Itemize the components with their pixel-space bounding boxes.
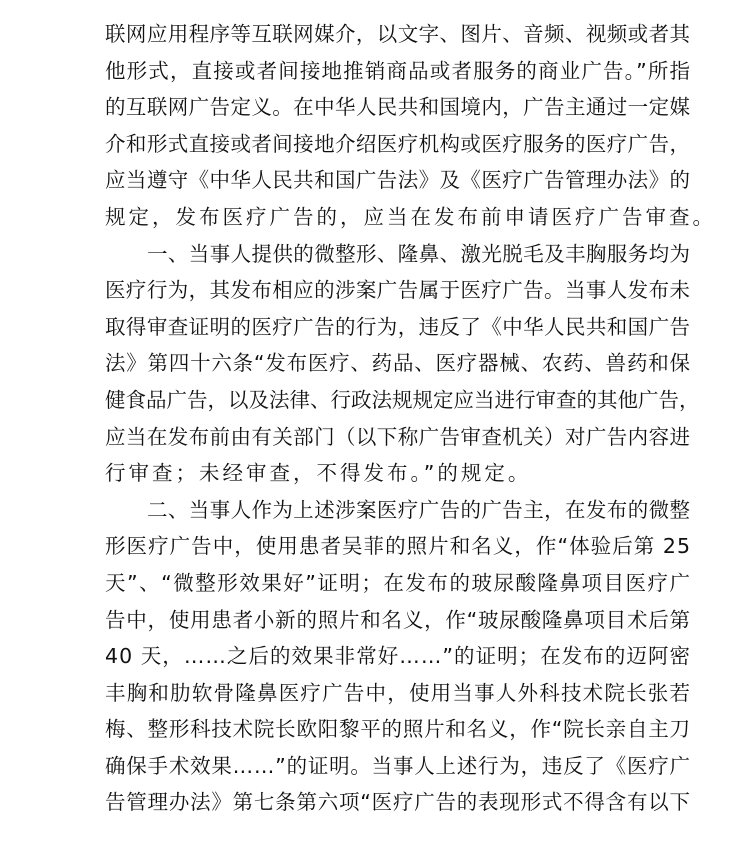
text-line <box>105 748 690 785</box>
text-line-content: 医疗行为，其发布相应的涉案广告属于医疗广告。当事人发布未 <box>105 278 691 303</box>
text-line-content: 健食品广告，以及法律、行政法规规定应当进行审查的其他广告， <box>105 387 700 412</box>
text-line <box>105 638 690 675</box>
text-line <box>105 784 690 821</box>
text-line <box>105 565 690 602</box>
text-line-content: 形医疗广告中，使用患者吴菲的照片和名义，作“体验后第 25 <box>105 534 692 559</box>
text-line-content: 40 天，……之后的效果非常好……”的证明；在发布的迈阿密 <box>105 644 692 669</box>
text-line <box>105 16 690 53</box>
text-line <box>105 309 690 346</box>
paragraph-first-line <box>105 492 690 529</box>
text-line-content: 法》第四十六条“发布医疗、药品、医疗器械、农药、兽药和保 <box>105 351 691 376</box>
text-line-content: 告中，使用患者小新的照片和名义，作“玻尿酸隆鼻项目术后第 <box>105 607 691 632</box>
text-line-content: 取得审查证明的医疗广告的行为，违反了《中华人民共和国广告 <box>105 314 691 339</box>
text-line <box>105 711 690 748</box>
text-line <box>105 272 690 309</box>
text-line-content: 丰胸和肋软骨隆鼻医疗广告中，使用当事人外科技术院长张若 <box>105 680 692 705</box>
text-line-content: 应当在发布前由有关部门（以下称广告审查机关）对广告内容进 <box>105 424 691 449</box>
text-line-content: 的互联网广告定义。在中华人民共和国境内，广告主通过一定媒 <box>105 95 691 120</box>
text-line-content: 确保手术效果……”的证明。当事人上述行为，违反了《医疗广 <box>105 753 691 778</box>
text-line-content: 应当遵守《中华人民共和国广告法》及《医疗广告管理办法》的 <box>105 168 691 193</box>
text-line <box>105 345 690 382</box>
text-line-content: 二、当事人作为上述涉案医疗广告的广告主，在发布的微整 <box>147 497 691 522</box>
text-line <box>105 126 690 163</box>
text-line-content: 介和形式直接或者间接地介绍医疗机构或医疗服务的医疗广告， <box>105 131 691 156</box>
text-line-content: 规定，发布医疗广告的，应当在发布前申请医疗广告审查。 <box>105 204 716 229</box>
text-line <box>105 528 690 565</box>
text-line <box>105 419 690 456</box>
text-line-content: 联网应用程序等互联网媒介，以文字、图片、音频、视频或者其 <box>105 22 691 46</box>
text-line <box>105 382 700 419</box>
text-line <box>105 53 690 90</box>
text-line-content: 行审查；未经审查，不得发布。”的规定。 <box>105 461 532 486</box>
text-line <box>105 162 690 199</box>
text-line <box>105 602 690 639</box>
text-line-content: 梅、整形科技术院长欧阳黎平的照片和名义，作“院长亲自主刀 <box>105 717 691 742</box>
text-line-content: 他形式，直接或者间接地推销商品或者服务的商业广告。”所指 <box>105 58 692 83</box>
text-line <box>105 89 690 126</box>
document-body <box>105 16 745 821</box>
text-line-content: 一、当事人提供的微整形、隆鼻、激光脱毛及丰胸服务均为 <box>147 241 691 266</box>
text-line <box>105 675 690 712</box>
paragraph-first-line <box>105 236 690 273</box>
text-line <box>105 199 716 236</box>
text-line-content: 天”、“微整形效果好”证明；在发布的玻尿酸隆鼻项目医疗广 <box>105 570 692 595</box>
text-line-content: 告管理办法》第七条第六项“医疗广告的表现形式不得含有以下 <box>105 790 691 815</box>
text-line <box>105 455 690 492</box>
